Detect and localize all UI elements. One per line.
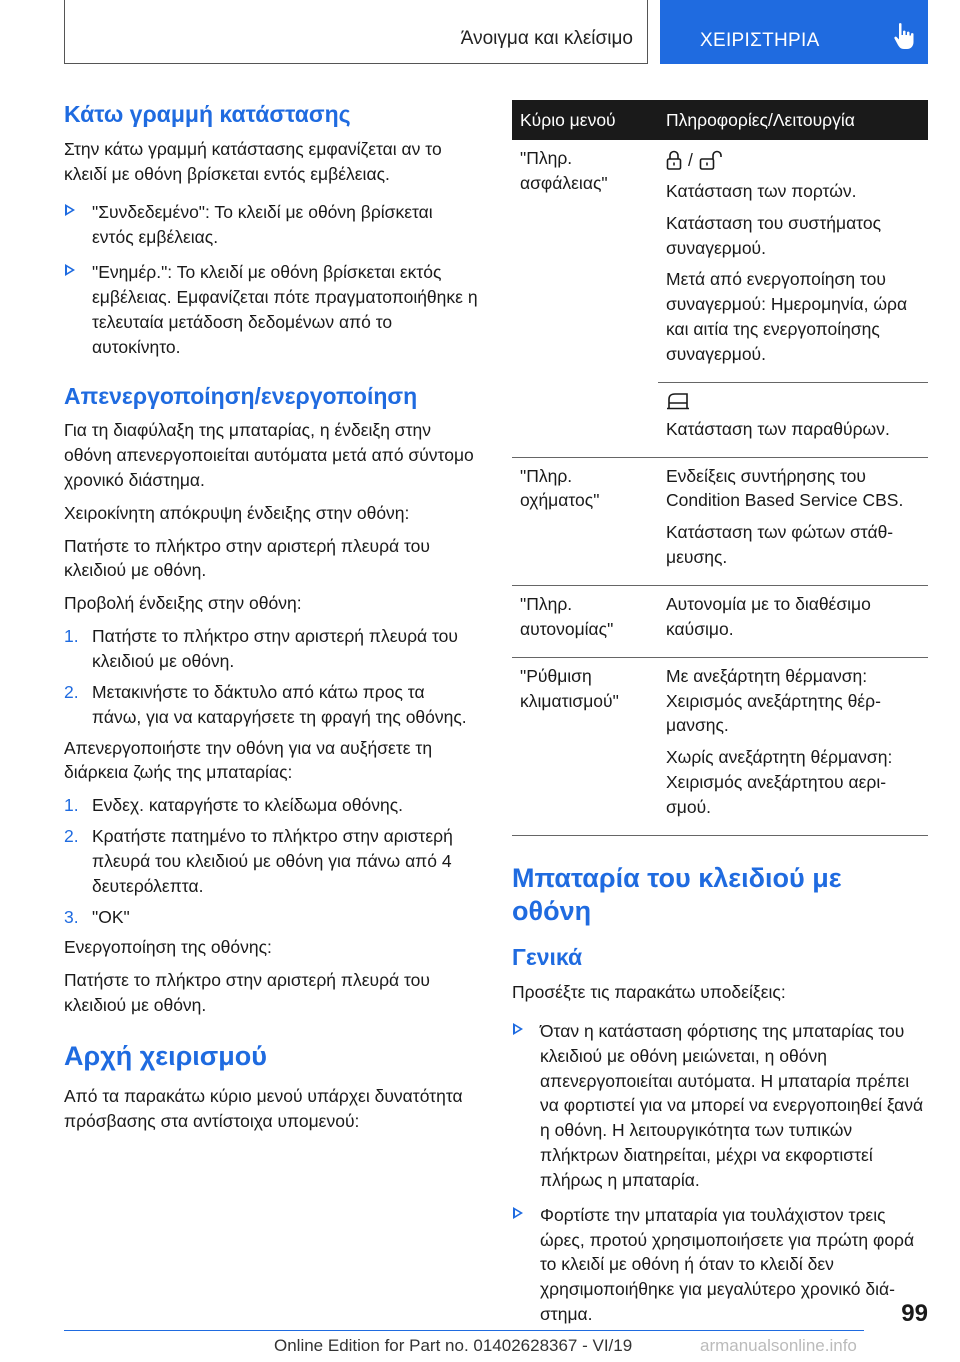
section-tab xyxy=(660,0,928,64)
deactivation-paragraph-7: Πατήστε το πλήκτρο στην αριστερή πλευρά του κλειδιού με οθόνη. xyxy=(64,970,430,1016)
section-title: ΧΕΙΡΙΣΤΗΡΙΑ xyxy=(700,30,820,51)
deactivation-paragraph-5: Απενεργοποιήστε την οθόνη για να αυξήσετε τη διάρκεια ζωής της μπαταρίας: xyxy=(64,737,433,783)
menu-table xyxy=(512,100,928,836)
table-header-row xyxy=(512,100,928,140)
table-cell-menu: "Πληρ. οχήματος" xyxy=(512,457,658,585)
list-item: 2. Κρατήστε πατημένο το πλήκτρο στην αριστερή πλευρά του κλειδιού με οθόνη για πάνω από 4 δευτερόλεπτα. xyxy=(64,826,453,896)
triangle-bullet-icon xyxy=(513,1023,523,1035)
status-bullet-connected: "Συνδεδεμένο": Το κλειδί με οθόνη βρίσκεται εντός εμβέλειας. xyxy=(64,200,478,250)
battery-bullet-2: Φορτίστε την μπαταρία για τουλάχιστον τρεις ώρες, προτού χρησιμοποιήσετε για πρώτη φορά το κλειδί με οθόνη ή όταν το κλειδί δεν χρησιμοποιήθηκε για μεγαλύτερο χρονικό διάστημα. xyxy=(512,1203,928,1327)
triangle-bullet-icon xyxy=(513,1207,523,1219)
table-cell-info: Με ανεξάρτητη θέρμανση: Χειρισμός ανεξάρτητης θέρμανσης. Χωρίς ανεξάρτητη θέρμανση: Χειρισμός ανεξάρτητου αερισμού. xyxy=(658,657,928,835)
battery-heading: Μπαταρία του κλειδιού με οθόνη xyxy=(512,862,842,927)
page-number: 99 xyxy=(901,1300,928,1327)
table-cell-menu: "Πληρ. ασφάλειας" xyxy=(512,140,658,457)
chapter-tab xyxy=(64,0,648,64)
table-cell-menu: "Πληρ. αυτονομίας" xyxy=(512,585,658,657)
general-heading: Γενικά xyxy=(512,944,583,971)
left-column xyxy=(64,100,478,1141)
table-cell-info: Κατάσταση των παραθύρων. xyxy=(658,382,928,457)
footer-divider xyxy=(64,1330,864,1331)
hand-pointer-icon xyxy=(892,22,918,50)
lock-open-icon xyxy=(699,150,723,170)
status-bar-heading: Κάτω γραμμή κατάστασης xyxy=(64,101,351,127)
general-intro: Προσέξτε τις παρακάτω υποδείξεις: xyxy=(512,981,786,1002)
triangle-bullet-icon xyxy=(65,204,75,216)
deactivation-paragraph-4: Προβολή ένδειξης στην οθόνη: xyxy=(64,593,302,614)
watermark-text: armanualsonline.info xyxy=(700,1336,857,1355)
edition-text: Online Edition for Part no. 01402628367 - VI/19 xyxy=(274,1336,633,1355)
list-item: 1. Ενδεχ. καταργήστε το κλείδωμα οθόνης. xyxy=(64,795,404,816)
list-item: 3. "OK" xyxy=(64,906,130,927)
deactivation-heading: Απενεργοποίηση/ενεργοποίηση xyxy=(64,382,418,409)
battery-bullet-1: Όταν η κατάσταση φόρτισης της μπαταρίας του κλειδιού με οθόνη μειώνεται, η οθόνη απενεργοποιείται αυτόματα. Η μπαταρία πρέπει να φορτιστεί για να μπορεί να ενεργοποιηθεί ξανά η οθόνη. Η λειτουργικότητα των τυπικών πλήκτρων διατηρείται, μέχρι να εκφορτιστεί πλήρως η μπαταρία. xyxy=(512,1019,928,1193)
table-cell-menu: "Ρύθμιση κλιματισμού" xyxy=(512,657,658,835)
window-icon xyxy=(666,391,690,411)
deactivation-paragraph-6: Ενεργοποίηση της οθόνης: xyxy=(64,937,272,958)
page-header xyxy=(64,0,928,64)
deactivation-paragraph-3: Πατήστε το πλήκτρο στην αριστερή πλευρά του κλειδιού με οθόνη. xyxy=(64,535,430,581)
list-item: 2. Μετακινήστε το δάκτυλο από κάτω προς τα πάνω, για να καταργήσετε τη φραγή της οθόνης. xyxy=(64,681,467,727)
status-bullet-update: "Ενημέρ.": Το κλειδί με οθόνη βρίσκεται εκτός εμβέλειας. Εμφανίζεται πότε πραγματοποιήθηκε η τελευταία μετάδοση δεδομένων από το αυτοκίνητο. xyxy=(64,260,478,359)
table-cell-info: Ενδείξεις συντήρησης του Condition Based Service CBS. Κατάσταση των φώτων στάθμευσης. xyxy=(658,457,928,585)
table-header-main-menu: Κύριο μενού xyxy=(512,100,658,140)
lock-closed-icon xyxy=(666,150,682,170)
table-cell-info: / Κατάσταση των πορτών. Κατάσταση του συστήματος συναγερμού. Μετά από ενεργοποίηση του συναγερμού: Ημερομηνία, ώρα και αιτία της ενεργοποίησης συναγερμού. xyxy=(658,140,928,382)
table-row xyxy=(512,140,928,382)
list-item: 1. Πατήστε το πλήκτρο στην αριστερή πλευρά του κλειδιού με οθόνη. xyxy=(64,626,458,671)
deactivation-paragraph-1: Για τη διαφύλαξη της μπαταρίας, η ένδειξη στην οθόνη απενεργοποιείται αυτόματα μετά από σύντομο χρονικό διάστημα. xyxy=(64,420,474,490)
operating-principle-heading: Αρχή χειρισμού xyxy=(64,1040,268,1071)
chapter-title: Άνοιγμα και κλείσιμο xyxy=(460,28,633,49)
table-cell-info: Αυτονομία με το διαθέσιμο καύσιμο. xyxy=(658,585,928,657)
triangle-bullet-icon xyxy=(65,264,75,276)
status-bar-intro: Στην κάτω γραμμή κατάστασης εμφανίζεται αν το κλειδί με οθόνη βρίσκεται εντός εμβέλειας. xyxy=(64,138,442,184)
right-column xyxy=(512,100,928,1337)
table-row xyxy=(512,457,928,585)
deactivation-paragraph-2: Χειροκίνητη απόκρυψη ένδειξης στην οθόνη: xyxy=(64,502,410,523)
table-row xyxy=(512,585,928,657)
table-header-info: Πληροφορίες/Λειτουργία xyxy=(658,100,928,140)
operating-principle-paragraph: Από τα παρακάτω κύριο μενού υπάρχει δυνατότητα πρόσβασης στα αντίστοιχα υπομενού: xyxy=(64,1085,463,1131)
table-row xyxy=(512,657,928,835)
